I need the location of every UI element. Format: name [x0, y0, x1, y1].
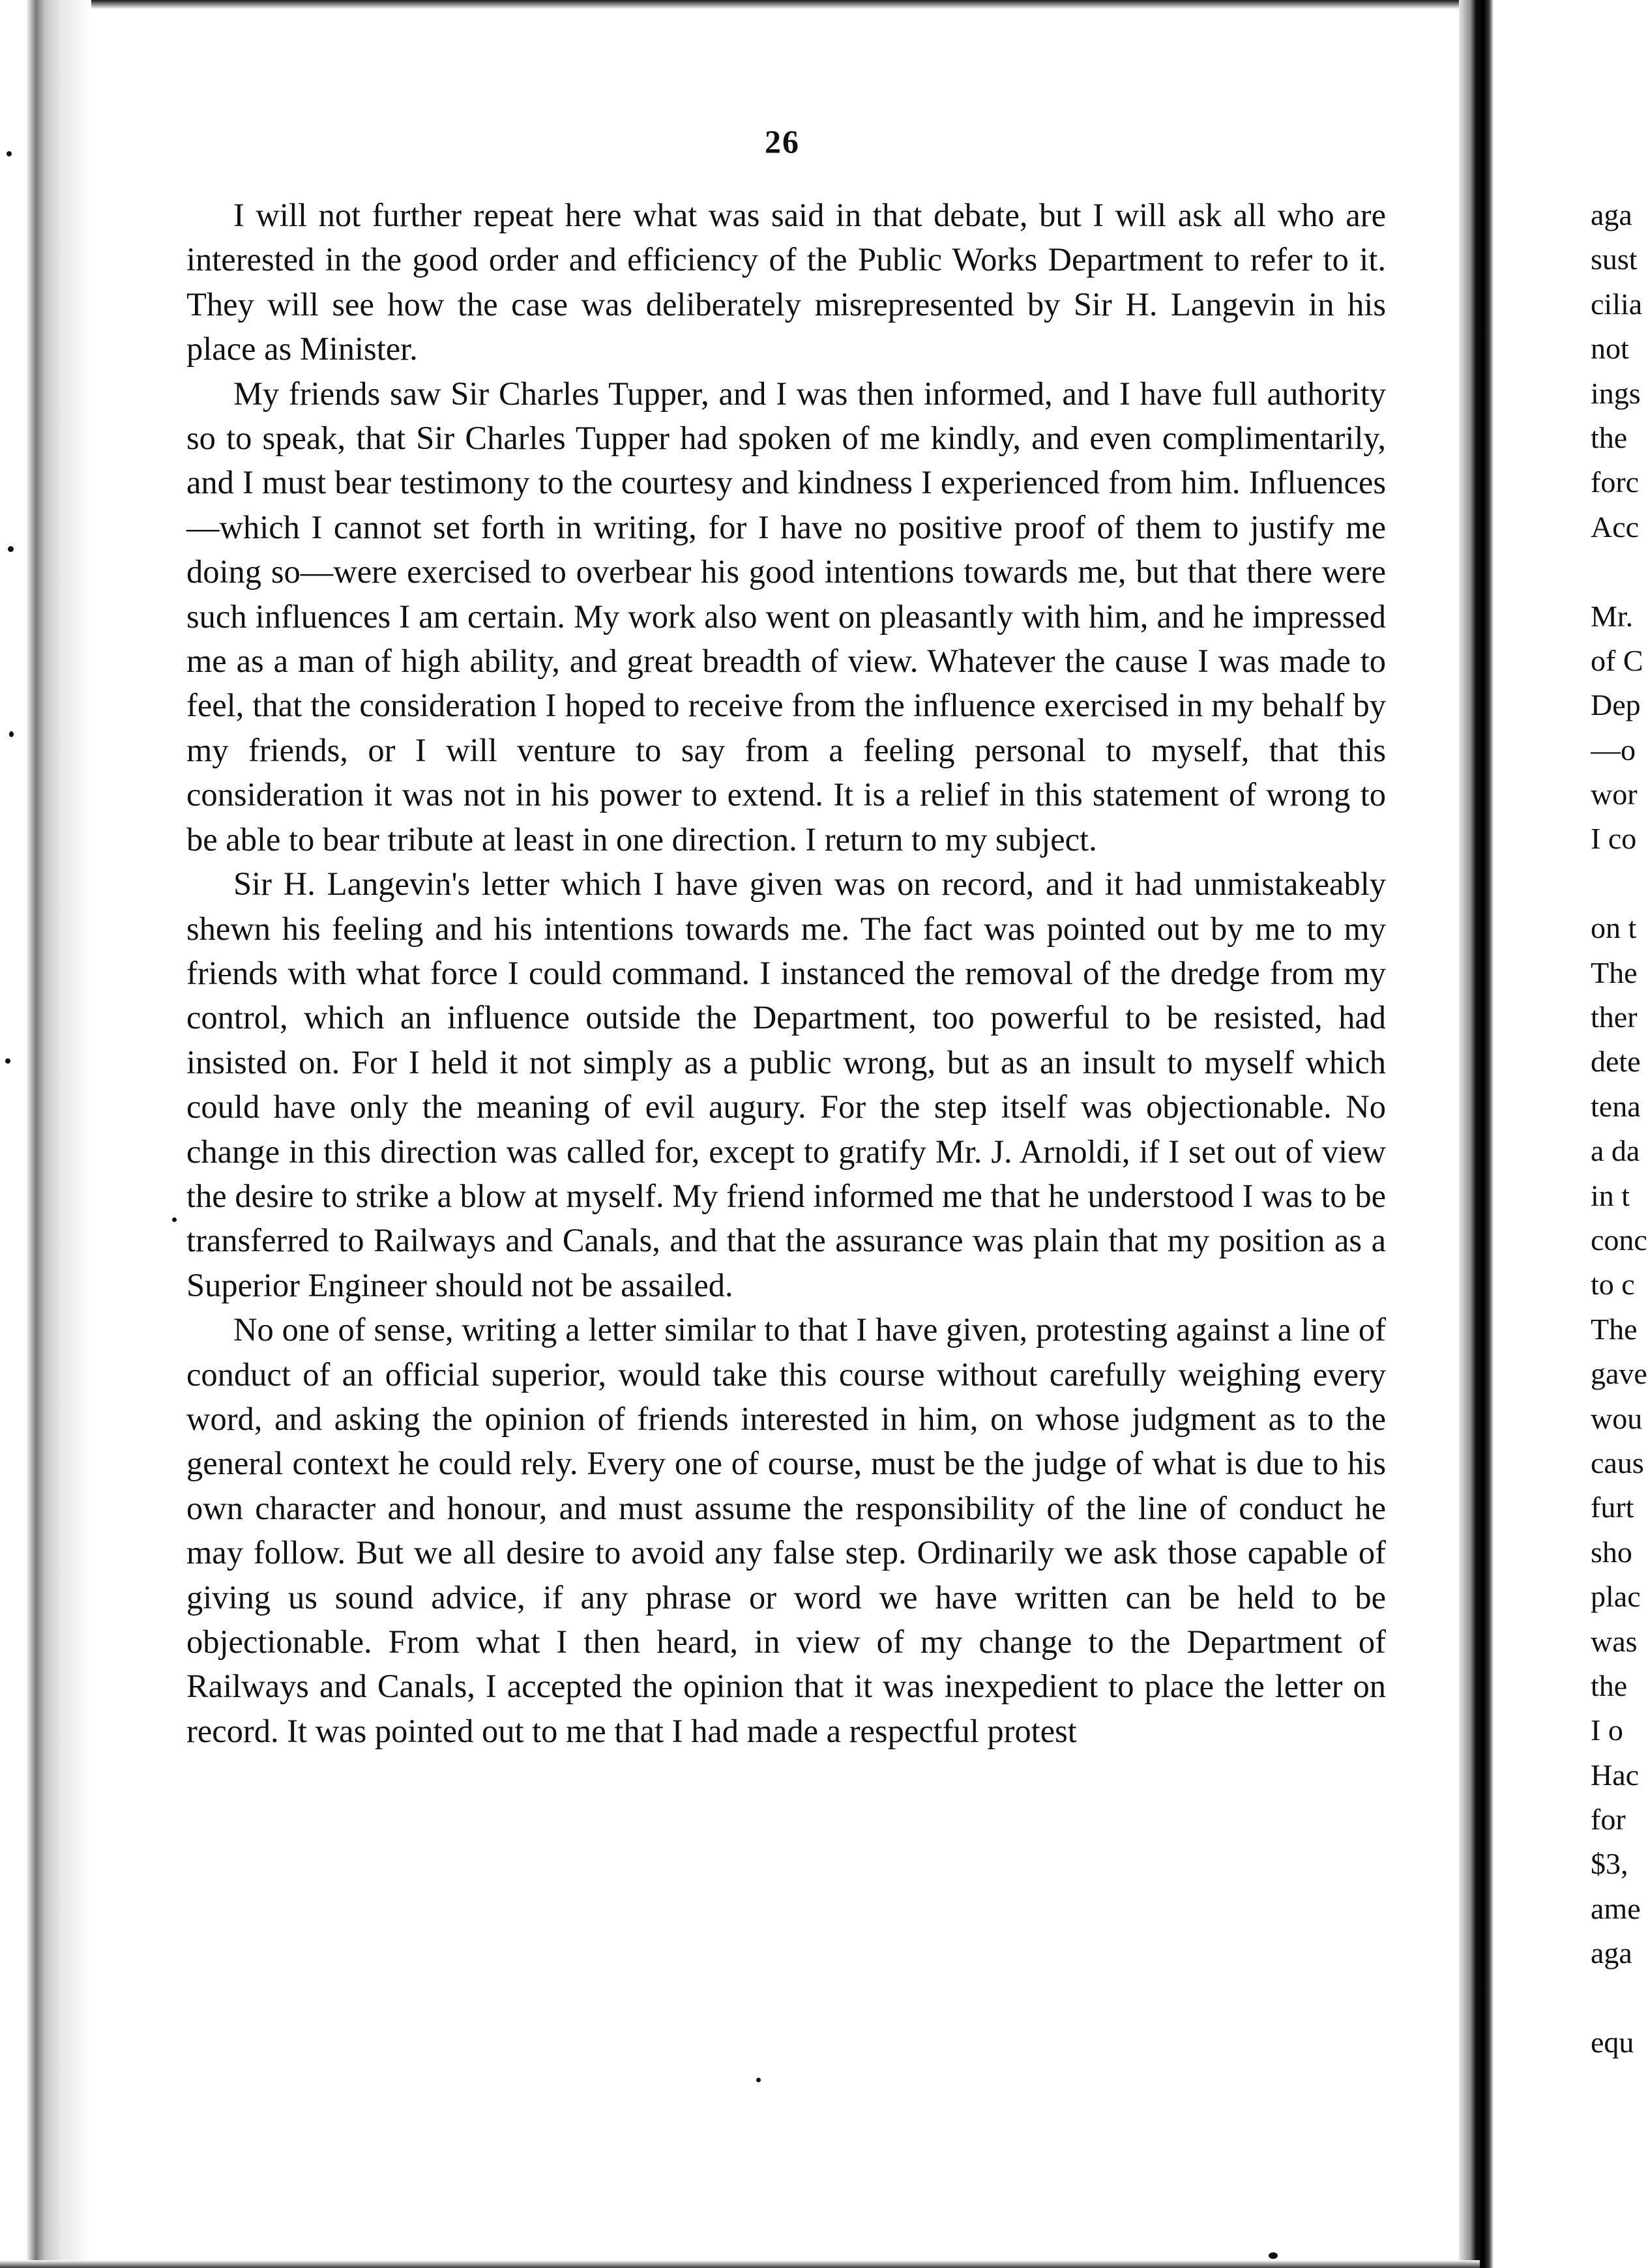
facing-page-line: aga — [1591, 1936, 1632, 1970]
facing-page-line: ings — [1591, 376, 1641, 410]
page-number: 26 — [765, 123, 800, 160]
paragraph: My friends saw Sir Charles Tupper, and I was then informed, and I have full authority so to speak, that Sir Charles Tupper had spoken of me kindly, and even complimentarily, and I must bear testimony to the courtesy and kindness I experienced from him. Influences—which I cannot set forth in writing, for I have no positive proof of them to justify me doing so—were exercised to overbear his good intentions towards me, but that there were such influences I am certain. My work also went on pleasantly with him, and he impressed me as a man of high ability, and great breadth of view. Whatever the cause I was made to feel, that the consideration I hoped to receive from the influence exercised in my behalf by my friends, or I will venture to say from a feeling personal to myself, that this consideration it was not in his power to extend. It is a relief in this statement of wrong to be able to bear tribute at least in one direction. I return to my subject. — [186, 375, 1386, 858]
scan-speck — [8, 546, 14, 552]
scan-speck — [5, 1058, 10, 1064]
facing-page-line: the — [1591, 420, 1628, 454]
facing-page-line: ame — [1591, 1891, 1641, 1925]
facing-page-line: for — [1591, 1803, 1626, 1837]
facing-page-line: aga — [1591, 198, 1632, 231]
facing-page-line: $3, — [1591, 1847, 1628, 1881]
scan-top-shadow — [0, 0, 1480, 9]
facing-page-line: wou — [1591, 1401, 1643, 1435]
facing-page-line: I o — [1591, 1713, 1623, 1747]
facing-page-line: I co — [1591, 822, 1637, 856]
facing-page-line: sho — [1591, 1535, 1632, 1569]
book-edge-shadow — [0, 0, 91, 2268]
facing-page-line: furt — [1591, 1490, 1634, 1524]
facing-page-line: a da — [1591, 1134, 1640, 1168]
paragraph: Sir H. Langevin's letter which I have given was on record, and it had unmistakeably shewn his feeling and his intentions towards me. The fact was pointed out by me to my friends with what force I could command. I instanced the removal of the dredge from my control, which an influence outside the Department, too powerful to be resisted, had insisted on. For I held it not simply as a public wrong, but as an insult to myself which could have only the meaning of evil augury. For the step itself was objectionable. No change in this direction was called for, except to gratify Mr. J. Arnoldi, if I set out of view the desire to strike a blow at myself. My friend informed me that he understood I was to be transferred to Railways and Canals, and that the assurance was plain that my position as a Superior Engineer should not be assailed. — [186, 865, 1386, 1303]
facing-page-line: was — [1591, 1624, 1638, 1658]
scan-speck — [172, 1217, 177, 1222]
facing-page-line: The — [1591, 1312, 1638, 1346]
facing-page-line: sust — [1591, 242, 1638, 276]
book-gutter — [1459, 0, 1493, 2268]
facing-page-line: Hac — [1591, 1758, 1640, 1792]
scan-bottom-shadow — [0, 2260, 1480, 2268]
paragraph: I will not further repeat here what was said in that debate, but I will ask all who are interested in the good order and efficiency of the Public Works Department to refer to it. They will see how the case was deliberately misrepresented by Sir H. Langevin in his place as Minister. — [186, 197, 1386, 368]
facing-page-line: tena — [1591, 1089, 1641, 1123]
facing-page-line: in t — [1591, 1178, 1630, 1212]
facing-page-line: plac — [1591, 1580, 1641, 1614]
facing-page-gap — [1591, 862, 1648, 906]
scan-speck — [9, 731, 14, 737]
scan-speck — [756, 2078, 761, 2082]
facing-page-line: wor — [1591, 778, 1638, 811]
facing-page-line: —o — [1591, 733, 1636, 766]
facing-page-line: dete — [1591, 1045, 1641, 1079]
facing-page-line: the — [1591, 1668, 1628, 1702]
facing-page-line: The — [1591, 955, 1638, 989]
facing-page-line: of C — [1591, 643, 1643, 677]
facing-page-gap — [1591, 549, 1648, 594]
facing-page-line: forc — [1591, 465, 1640, 499]
facing-page-line: ther — [1591, 1000, 1638, 1034]
paragraph: No one of sense, writing a letter similar to that I have given, protesting against a line of conduct of an official superior, would take this course without carefully weighing every word, and asking the opinion of friends interested in him, on whose judgment as to the general context he could rely. Every one of course, must be the judge of what is due to his own character and honour, and must assume the responsibility of the line of conduct he may follow. But we all desire to avoid any false step. Ordinarily we ask those capable of giving us sound advice, if any phrase or word we have written can be held to be objectionable. From what I then heard, in view of my change to the Department of Railways and Canals, I accepted the opinion that it was inexpedient to place the letter on record. It was pointed out to me that I had made a respectful protest — [186, 1311, 1386, 1749]
scan-speck — [7, 151, 12, 156]
facing-page-fragments — [1591, 193, 1648, 2065]
facing-page-line: on t — [1591, 911, 1637, 945]
facing-page-line: gave — [1591, 1357, 1647, 1391]
facing-page-line: not — [1591, 332, 1629, 366]
facing-page-line: Mr. — [1591, 599, 1634, 633]
facing-page-gap — [1591, 1976, 1648, 2020]
main-text-column — [186, 193, 1386, 1753]
facing-page-line: to c — [1591, 1268, 1635, 1301]
facing-page-line: equ — [1591, 2026, 1634, 2059]
facing-page-line: Acc — [1591, 510, 1640, 544]
scan-speck — [1269, 2252, 1278, 2259]
facing-page-line: conc — [1591, 1223, 1647, 1257]
facing-page-line: Dep — [1591, 688, 1641, 722]
facing-page-line: caus — [1591, 1446, 1644, 1479]
facing-page-line: cilia — [1591, 287, 1643, 321]
